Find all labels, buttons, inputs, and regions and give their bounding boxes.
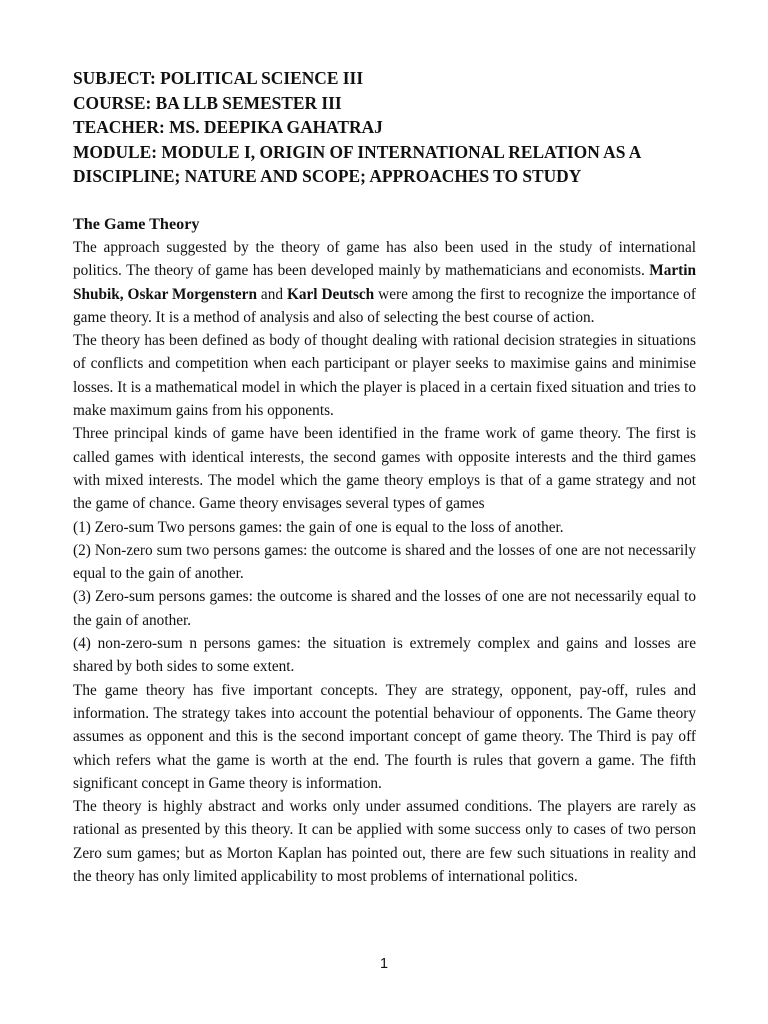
subject-line: SUBJECT: POLITICAL SCIENCE III xyxy=(73,68,364,88)
list-item: (1) Zero-sum Two persons games: the gain of one is equal to the loss of another. xyxy=(73,518,564,536)
list-item: (3) Zero-sum persons games: the outcome is shared and the losses of one are not necessarily equal to the gain of another. xyxy=(73,588,696,629)
document-body xyxy=(73,236,696,888)
intro-names-bold: Martin Shubik, Oskar Morgenstern xyxy=(73,262,696,303)
module-line: MODULE: MODULE I, ORIGIN OF INTERNATIONAL RELATION AS A DISCIPLINE; NATURE AND SCOPE; APPROACHES TO STUDY xyxy=(73,141,641,186)
page-number: 1 xyxy=(379,956,389,972)
paragraph-kinds: Three principal kinds of game have been identified in the frame work of game theory. The first is called games with identical interests, the second games with opposite interests and the third games with mixed interests. The model which the game theory employs is that of a game strategy and not the game of chance. Game theory envisages several types of games xyxy=(73,425,696,513)
paragraph-limitations: The theory is highly abstract and works only under assumed conditions. The players are rarely as rational as presented by this theory. It can be applied with some success only to cases of two person Zero sum games; but as Morton Kaplan has pointed out, there are few such situations in reality and the theory has only limited applicability to most problems of international politics. xyxy=(73,798,696,886)
list-item: (4) non-zero-sum n persons games: the situation is extremely complex and gains and losses are shared by both sides to some extent. xyxy=(73,635,696,676)
paragraph-definition: The theory has been defined as body of thought dealing with rational decision strategies in situations of conflicts and competition when each participant or player seeks to maximise gains and minimise losses. It is a mathematical model in which the player is placed in a certain fixed situation and tries to make maximum gains from his opponents. xyxy=(73,332,696,420)
teacher-line: TEACHER: MS. DEEPIKA GAHATRAJ xyxy=(73,117,383,137)
document-header xyxy=(73,66,697,189)
course-line: COURSE: BA LLB SEMESTER III xyxy=(73,92,342,113)
list-item: (2) Non-zero sum two persons games: the outcome is shared and the losses of one are not necessarily equal to the gain of another. xyxy=(73,541,696,583)
paragraph-concepts: The game theory has five important concepts. They are strategy, opponent, pay-off, rules and information. The strategy takes into account the potential behaviour of opponents. The Game theory assumes as opponent and this is the second important concept of game theory. The Third is pay off which refers what the game is worth at the end. The fourth is rules that govern a game. The fifth significant concept in Game theory is information. xyxy=(73,681,696,792)
section-title: The Game Theory xyxy=(73,215,200,233)
intro-text-3: were among the first to recognize the importance of game theory. It is a method of analysis and also of selecting the best course of action. xyxy=(73,285,696,326)
intro-deutsch-bold: Karl Deutsch xyxy=(286,285,375,303)
intro-text-1: The approach suggested by the theory of game has also been used in the study of international politics. The theory of game has been developed mainly by mathematicians and economists. xyxy=(73,239,696,280)
paragraph-intro xyxy=(73,236,696,329)
intro-text-2: and xyxy=(256,285,287,303)
